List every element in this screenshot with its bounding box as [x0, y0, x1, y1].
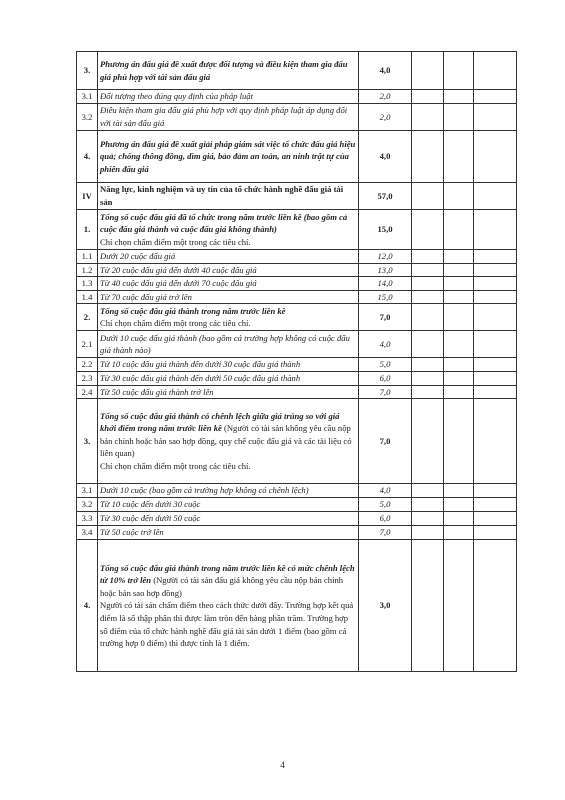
max-score: 15,0 — [359, 210, 412, 250]
blank-score-cell — [444, 304, 474, 331]
criterion-text: Điều kiện tham gia đấu giá phù hợp với quy định pháp luật áp dụng đối với tài sản đấu giá — [100, 105, 348, 128]
blank-score-cell — [474, 104, 517, 131]
table-row — [77, 104, 517, 131]
table-row — [77, 90, 517, 104]
max-score: 7,0 — [359, 526, 412, 540]
blank-score-cell — [444, 371, 474, 385]
blank-score-cell — [444, 484, 474, 498]
row-number: 3.2 — [77, 498, 98, 512]
row-number: 1.1 — [77, 250, 98, 264]
criterion-cell — [98, 183, 359, 210]
max-score: 4,0 — [359, 52, 412, 90]
row-number: 1.4 — [77, 290, 98, 304]
blank-score-cell — [474, 498, 517, 512]
blank-score-cell — [444, 277, 474, 291]
blank-score-cell — [412, 484, 444, 498]
max-score: 57,0 — [359, 183, 412, 210]
max-score: 2,0 — [359, 90, 412, 104]
blank-score-cell — [412, 210, 444, 250]
blank-score-cell — [412, 540, 444, 672]
criterion-cell — [98, 358, 359, 372]
criterion-cell — [98, 399, 359, 484]
table-row — [77, 250, 517, 264]
blank-score-cell — [474, 371, 517, 385]
table-row — [77, 277, 517, 291]
blank-score-cell — [444, 498, 474, 512]
blank-score-cell — [412, 512, 444, 526]
table-row — [77, 131, 517, 183]
blank-score-cell — [412, 358, 444, 372]
table-row — [77, 484, 517, 498]
criterion-cell — [98, 331, 359, 358]
blank-score-cell — [444, 210, 474, 250]
blank-score-cell — [474, 277, 517, 291]
max-score: 3,0 — [359, 540, 412, 672]
blank-score-cell — [444, 263, 474, 277]
max-score: 12,0 — [359, 250, 412, 264]
criterion-text: Từ 20 cuộc đấu giá đến dưới 40 cuộc đấu giá — [100, 264, 257, 275]
blank-score-cell — [444, 290, 474, 304]
blank-score-cell — [474, 526, 517, 540]
blank-score-cell — [412, 183, 444, 210]
table-row — [77, 498, 517, 512]
blank-score-cell — [474, 52, 517, 90]
criterion-text: Tổng số cuộc đấu giá thành có chênh lệch giữa giá trúng so với giá khởi điểm trong năm trước liền kề — [100, 410, 340, 434]
row-number: 2.2 — [77, 358, 98, 372]
blank-score-cell — [474, 304, 517, 331]
blank-score-cell — [444, 358, 474, 372]
blank-score-cell — [412, 304, 444, 331]
table-row — [77, 263, 517, 277]
blank-score-cell — [412, 90, 444, 104]
table-row — [77, 331, 517, 358]
criterion-cell — [98, 371, 359, 385]
blank-score-cell — [444, 385, 474, 399]
blank-score-cell — [474, 90, 517, 104]
row-number: 2. — [77, 304, 98, 331]
row-number: 2.3 — [77, 371, 98, 385]
criterion-text: Từ 40 cuộc đấu giá đến dưới 70 cuộc đấu giá — [100, 278, 257, 289]
table-row — [77, 52, 517, 90]
criterion-text: Dưới 10 cuộc (bao gồm cả trường hợp không có chênh lệch) — [100, 485, 309, 496]
criterion-note: (Người có tài sản không yêu cầu nộp bản chính hoặc bản sao hợp đồng, quy chế cuộc đấu giá và các tài liệu có liên quan) — [100, 423, 352, 459]
row-number: 3.1 — [77, 90, 98, 104]
row-number: 3. — [77, 399, 98, 484]
criterion-cell — [98, 498, 359, 512]
table-row — [77, 540, 517, 672]
blank-score-cell — [474, 290, 517, 304]
max-score: 7,0 — [359, 304, 412, 331]
blank-score-cell — [412, 52, 444, 90]
max-score: 4,0 — [359, 331, 412, 358]
blank-score-cell — [444, 90, 474, 104]
table-row — [77, 358, 517, 372]
criterion-text: Từ 10 cuộc đấu giá thành đến dưới 30 cuộc đấu giá thành — [100, 359, 301, 370]
blank-score-cell — [444, 104, 474, 131]
max-score: 4,0 — [359, 131, 412, 183]
blank-score-cell — [474, 358, 517, 372]
table-row — [77, 526, 517, 540]
blank-score-cell — [474, 131, 517, 183]
table-row — [77, 290, 517, 304]
max-score: 7,0 — [359, 385, 412, 399]
row-number: IV — [77, 183, 98, 210]
criterion-cell — [98, 131, 359, 183]
blank-score-cell — [444, 331, 474, 358]
blank-score-cell — [474, 540, 517, 672]
table-row — [77, 304, 517, 331]
blank-score-cell — [412, 371, 444, 385]
criterion-cell — [98, 250, 359, 264]
row-number: 1.2 — [77, 263, 98, 277]
blank-score-cell — [412, 498, 444, 512]
criterion-cell — [98, 104, 359, 131]
criterion-cell — [98, 52, 359, 90]
row-number: 3.2 — [77, 104, 98, 131]
row-number: 3.3 — [77, 512, 98, 526]
table-row — [77, 512, 517, 526]
max-score: 15,0 — [359, 290, 412, 304]
scoring-table — [76, 51, 517, 672]
blank-score-cell — [474, 250, 517, 264]
blank-score-cell — [474, 399, 517, 484]
blank-score-cell — [412, 250, 444, 264]
max-score: 13,0 — [359, 263, 412, 277]
table-row — [77, 399, 517, 484]
criterion-cell — [98, 90, 359, 104]
blank-score-cell — [412, 290, 444, 304]
max-score: 2,0 — [359, 104, 412, 131]
blank-score-cell — [412, 277, 444, 291]
criterion-text: Từ 70 cuộc đấu giá trở lên — [100, 291, 192, 302]
blank-score-cell — [474, 183, 517, 210]
blank-score-cell — [444, 399, 474, 484]
max-score: 6,0 — [359, 371, 412, 385]
criterion-note: (Người có tài sản đấu giá không yêu cầu nộp bản chính hoặc bản sao hợp đồng) — [100, 575, 344, 598]
criterion-text: Phương án đấu giá đề xuất được đối tượng và điều kiện tham gia đấu giá phù hợp với tài sản đấu giá — [100, 58, 348, 82]
row-number: 3.1 — [77, 484, 98, 498]
blank-score-cell — [444, 526, 474, 540]
criterion-text: Tổng số cuộc đấu giá đã tổ chức trong năm trước liền kề (bao gồm cả cuộc đấu giá thành và cuộc đấu giá không thành) — [100, 211, 348, 235]
criterion-cell — [98, 210, 359, 250]
max-score: 5,0 — [359, 498, 412, 512]
criterion-text: Từ 30 cuộc đấu giá thành đến dưới 50 cuộc đấu giá thành — [100, 372, 301, 383]
selection-instruction: Người có tài sản chấm điểm theo cách thức dưới đây. Trường hợp kết quả điểm là số thập phân thì được làm tròn đến hàng phần trăm. Trường hợp số điểm của tổ chức hành nghề đấu giá tài sản dưới 1 điểm (bao gồm cả trường hợp 0 điểm) thì được tính là 1 điểm. — [100, 600, 354, 649]
blank-score-cell — [444, 183, 474, 210]
criterion-text: Từ 10 cuộc đến dưới 30 cuộc — [100, 499, 201, 510]
blank-score-cell — [444, 131, 474, 183]
criterion-text: Tổng số cuộc đấu giá thành trong năm trước liền kề — [100, 305, 286, 316]
criterion-text: Đối tượng theo đúng quy định của pháp luật — [100, 91, 253, 102]
page-number: 4 — [280, 760, 285, 770]
row-number: 1. — [77, 210, 98, 250]
blank-score-cell — [474, 385, 517, 399]
criterion-cell — [98, 385, 359, 399]
criterion-text: Từ 50 cuộc trở lên — [100, 527, 164, 538]
row-number: 4. — [77, 131, 98, 183]
criterion-cell — [98, 540, 359, 672]
row-number: 4. — [77, 540, 98, 672]
row-number: 3.4 — [77, 526, 98, 540]
criterion-text: Tổng số cuộc đấu giá thành trong năm trước liền kề có mức chênh lệch từ 10% trở lên — [100, 562, 355, 586]
max-score: 6,0 — [359, 512, 412, 526]
max-score: 14,0 — [359, 277, 412, 291]
row-number: 1.3 — [77, 277, 98, 291]
table-row — [77, 385, 517, 399]
selection-instruction: Chỉ chọn chấm điểm một trong các tiêu chí. — [100, 318, 251, 329]
blank-score-cell — [474, 484, 517, 498]
row-number: 2.4 — [77, 385, 98, 399]
criterion-text: Dưới 20 cuộc đấu giá — [100, 251, 176, 261]
criterion-text: Từ 50 cuộc đấu giá thành trở lên — [100, 386, 214, 397]
criterion-cell — [98, 263, 359, 277]
blank-score-cell — [444, 250, 474, 264]
blank-score-cell — [412, 104, 444, 131]
table-row — [77, 210, 517, 250]
row-number: 2.1 — [77, 331, 98, 358]
scoring-table-body — [77, 52, 517, 672]
table-row — [77, 371, 517, 385]
criterion-text: Phương án đấu giá đề xuất giải pháp giám sát việc tổ chức đấu giá hiệu quả; chống thông đồng, dìm giá, bảo đảm an toàn, an ninh trật tự của phiên đấu giá — [100, 138, 356, 174]
criterion-cell — [98, 290, 359, 304]
row-number: 3. — [77, 52, 98, 90]
blank-score-cell — [474, 512, 517, 526]
blank-score-cell — [412, 385, 444, 399]
criterion-text: Từ 30 cuộc đến dưới 50 cuộc — [100, 513, 201, 524]
criterion-cell — [98, 484, 359, 498]
blank-score-cell — [412, 399, 444, 484]
max-score: 7,0 — [359, 399, 412, 484]
table-row — [77, 183, 517, 210]
blank-score-cell — [412, 331, 444, 358]
blank-score-cell — [412, 263, 444, 277]
blank-score-cell — [474, 331, 517, 358]
blank-score-cell — [412, 131, 444, 183]
selection-instruction: Chỉ chọn chấm điểm một trong các tiêu chí. — [100, 461, 251, 472]
criterion-cell — [98, 304, 359, 331]
blank-score-cell — [474, 263, 517, 277]
max-score: 5,0 — [359, 358, 412, 372]
blank-score-cell — [444, 52, 474, 90]
blank-score-cell — [474, 210, 517, 250]
criterion-cell — [98, 526, 359, 540]
criterion-text: Dưới 10 cuộc đấu giá thành (bao gồm cả trường hợp không có cuộc đấu giá thành nào) — [100, 332, 350, 356]
max-score: 4,0 — [359, 484, 412, 498]
criterion-cell — [98, 277, 359, 291]
selection-instruction: Chỉ chọn chấm điểm một trong các tiêu chí. — [100, 236, 251, 247]
blank-score-cell — [412, 526, 444, 540]
criterion-text: Năng lực, kinh nghiệm và uy tín của tổ chức hành nghề đấu giá tài sản — [100, 184, 344, 207]
blank-score-cell — [444, 540, 474, 672]
blank-score-cell — [444, 512, 474, 526]
criterion-cell — [98, 512, 359, 526]
